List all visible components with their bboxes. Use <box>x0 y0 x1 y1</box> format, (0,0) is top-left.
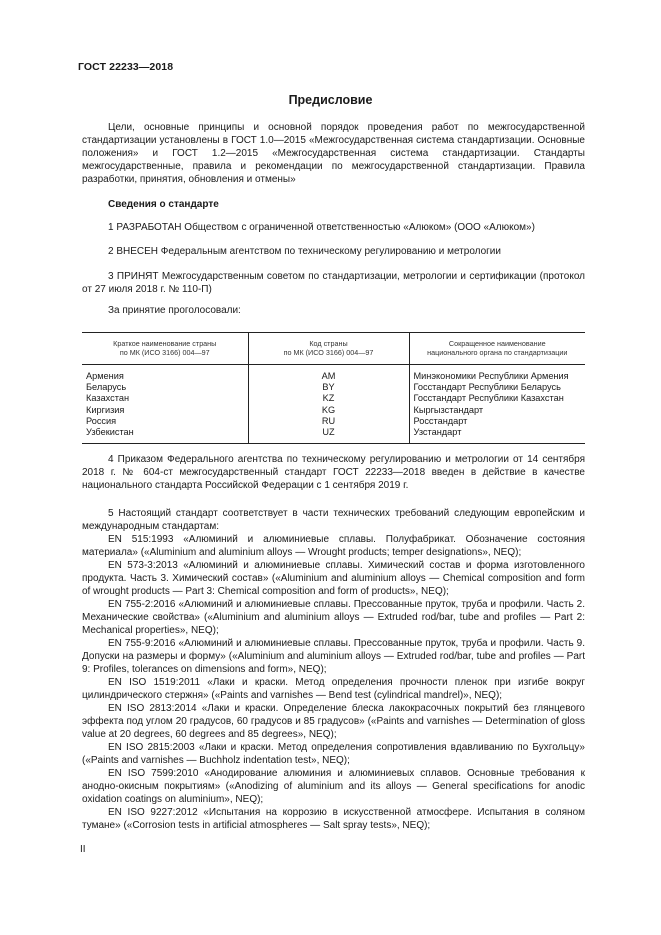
cell-country: Беларусь <box>86 382 127 393</box>
cell-country: Казахстан <box>86 393 130 404</box>
header-code: Код страны по МК (ИСО 3166) 004—97 <box>248 333 409 365</box>
table-row <box>82 393 585 404</box>
cell-body: Госстандарт Республики Казахстан <box>409 393 585 404</box>
standard-entry: EN ISO 2813:2014 «Лаки и краски. Определение блеска лакокрасочных покрытий без глянцевого эффекта под углом 20 градусов, 60 градусов и 85 градусов» («Paints and varnishes — Determination of gloss value at 20 degrees, 60 degrees and 85 degrees», NEQ); <box>82 703 585 740</box>
cell-body: Узстандарт <box>409 427 585 444</box>
cell-code: KZ <box>248 393 409 404</box>
cell-code: UZ <box>248 427 409 444</box>
item-3: 3 ПРИНЯТ Межгосударственным советом по стандартизации, метрологии и сертификации (протокол от 27 июля 2018 г. № 110-П) <box>82 271 585 295</box>
table-row <box>82 427 585 444</box>
countries-table <box>82 332 585 444</box>
standard-entry: EN ISO 7599:2010 «Анодирование алюминия и алюминиевых сплавов. Основные требования к анодно-окисным покрытиям» («Anodizing of aluminium and its alloys — General specifications for anodic oxidation coatings on aluminium», NEQ); <box>82 768 585 805</box>
page-title: Предисловие <box>288 93 373 107</box>
cell-code: RU <box>248 416 409 427</box>
table-row <box>82 365 585 383</box>
cell-body: Кыргызстандарт <box>409 405 585 416</box>
cell-body: Минэкономики Республики Армения <box>409 365 585 383</box>
item-4: 4 Приказом Федерального агентства по техническому регулированию и метрологии от 14 сентября 2018 г. № 604-ст межгосударственный стандарт ГОСТ 22233—2018 введен в действие в качестве национального стандарта Российской Федерации с 1 сентября 2019 г. <box>82 454 585 491</box>
table-header-row <box>82 333 585 365</box>
cell-code: AM <box>248 365 409 383</box>
cell-country: Армения <box>86 371 124 381</box>
table-row <box>82 405 585 416</box>
standard-entry: EN 515:1993 «Алюминий и алюминиевые сплавы. Полуфабрикат. Обозначение состояния материала» («Aluminium and aluminium alloys — Wrought products; temper designations», NEQ); <box>82 534 585 558</box>
standard-entry: EN 573-3:2013 «Алюминий и алюминиевые сплавы. Химический состав и форма изготовленного продукта. Часть 3. Химический состав» («Aluminium and aluminium alloys — Chemical composition and form of wrought products — Part 3: Chemical composition and form of products», NEQ); <box>82 560 585 597</box>
cell-code: BY <box>248 382 409 393</box>
header-body: Сокращенное наименование национального органа по стандартизации <box>409 333 585 365</box>
cell-code: KG <box>248 405 409 416</box>
table-row <box>82 416 585 427</box>
intro-paragraph: Цели, основные принципы и основной порядок проведения работ по межгосударственной стандартизации установлены в ГОСТ 1.0—2015 «Межгосударственная система стандартизации. Основные положения» и ГОСТ 1.2—2015 «Межгосударственная система стандартизации. Стандарты межгосударственные, правила и рекомендации по межгосударственной стандартизации. Правила разработки, принятия, обновления и отмены» <box>82 122 585 185</box>
table-row <box>82 382 585 393</box>
item-2: 2 ВНЕСЕН Федеральным агентством по техническому регулированию и метрологии <box>108 246 501 257</box>
document-code-header: ГОСТ 22233—2018 <box>78 61 174 73</box>
cell-country: Узбекистан <box>82 427 248 444</box>
standard-entry: EN ISO 2815:2003 «Лаки и краски. Метод определения сопротивления вдавливанию по Бухгольцу» («Paints and varnishes — Buchholz indentation test», NEQ); <box>82 742 585 766</box>
voted-label: За принятие проголосовали: <box>108 305 241 316</box>
item-5: 5 Настоящий стандарт соответствует в части технических требований следующим европейским и международным стандартам: <box>82 508 585 532</box>
page-number: II <box>80 844 86 855</box>
header-country: Краткое наименование страны по МК (ИСО 3166) 004—97 <box>82 333 248 365</box>
cell-country: Киргизия <box>86 404 125 415</box>
cell-country: Россия <box>86 415 117 426</box>
standard-entry: EN 755-9:2016 «Алюминий и алюминиевые сплавы. Прессованные пруток, труба и профили. Часть 9. Допуски на размеры и форму» («Aluminium and aluminium alloys — Extruded rod/bar, tube and profiles — Part 9: Profiles, tolerances on dimensions and form», NEQ); <box>82 638 585 675</box>
cell-body: Госстандарт Республики Беларусь <box>409 382 585 393</box>
standard-entry: EN ISO 9227:2012 «Испытания на коррозию в искусственной атмосфере. Испытания в соляном тумане» («Corrosion tests in artificial atmospheres — Salt spray tests», NEQ); <box>82 807 585 831</box>
standard-entry: EN ISO 1519:2011 «Лаки и краски. Метод определения прочности пленок при изгибе вокруг цилиндрического стержня» («Paints and varnishes — Bend test (cylindrical mandrel)», NEQ); <box>82 677 585 701</box>
standards-list <box>82 533 585 832</box>
cell-body: Росстандарт <box>409 416 585 427</box>
section-title: Сведения о стандарте <box>108 199 219 210</box>
item-1: 1 РАЗРАБОТАН Обществом с ограниченной ответственностью «Алюком» (ООО «Алюком») <box>108 222 535 233</box>
standard-entry: EN 755-2:2016 «Алюминий и алюминиевые сплавы. Прессованные пруток, труба и профили. Часть 2. Механические свойства» («Aluminium and aluminium alloys — Extruded rod/bar, tube and profiles — Part 2: Mechanical properties», NEQ); <box>82 599 585 636</box>
